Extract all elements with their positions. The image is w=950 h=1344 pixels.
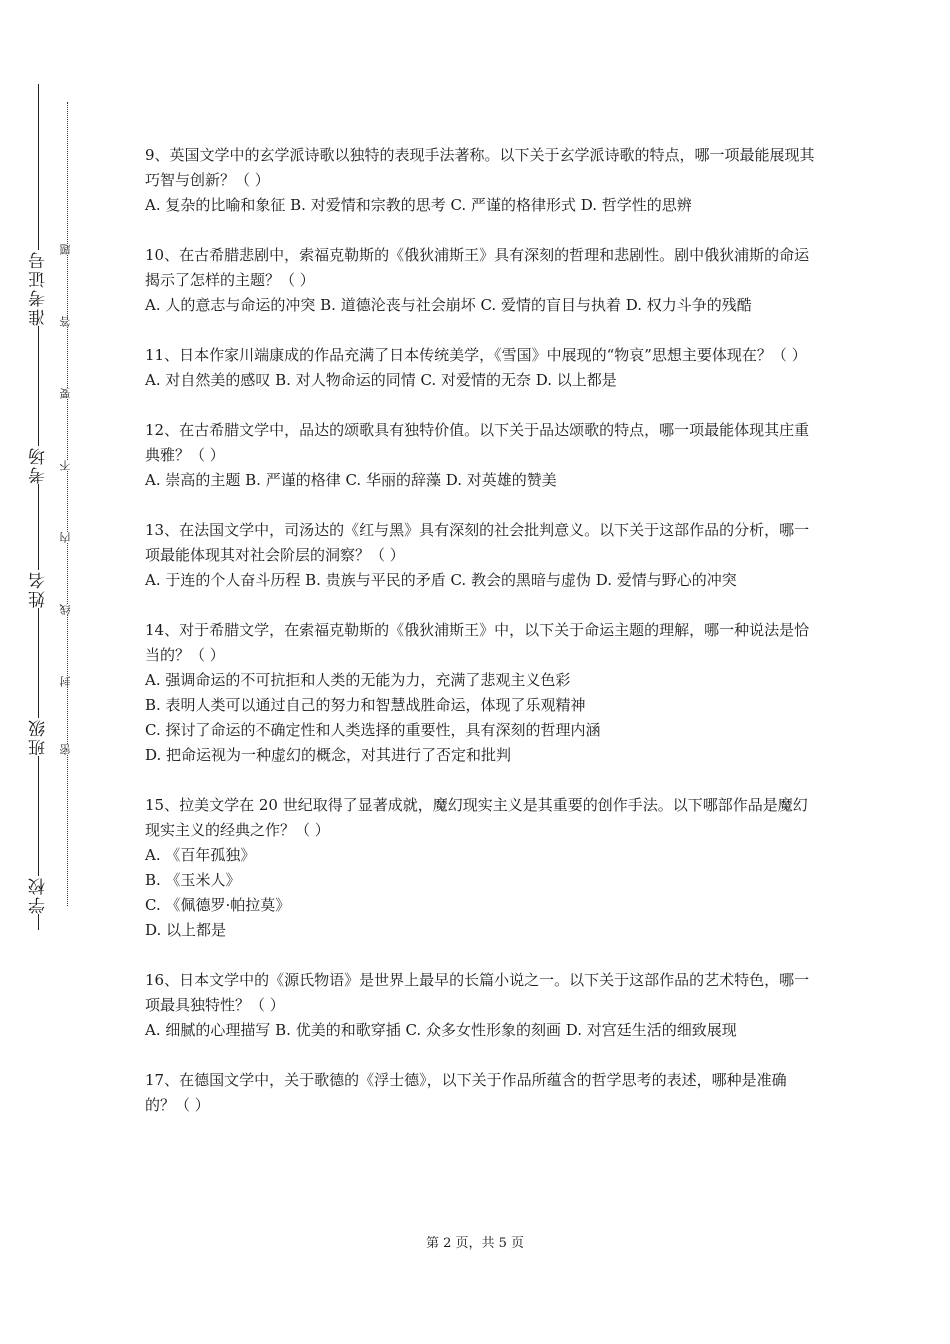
question-stem: 12、在古希腊文学中，品达的颂歌具有独特价值。以下关于品达颂歌的特点，哪一项最能体现其庄重典雅？（ ） (145, 421, 810, 464)
question-14 (145, 618, 815, 768)
question-list (145, 143, 815, 1143)
binding-margin-line (38, 84, 39, 930)
question-16 (145, 968, 815, 1043)
question-stem: 14、对于希腊文学，在索福克勒斯的《俄狄浦斯王》中，以下关于命运主题的理解，哪一种说法是恰当的？（ ） (145, 621, 810, 664)
question-options: A. 细腻的心理描写 B. 优美的和歌穿插 C. 众多女性形象的刻画 D. 对宫廷生活的细致展现 (145, 1021, 737, 1039)
seal-char: 封 (58, 676, 76, 687)
class-label: 班级 (24, 718, 54, 756)
seal-char: 要 (58, 388, 76, 399)
question-stem: 16、日本文学中的《源氏物语》是世界上最早的长篇小说之一。以下关于这部作品的艺术特色，哪一项最具独特性？（ ） (145, 971, 810, 1014)
seal-char: 题 (58, 244, 76, 255)
option-c: C. 探讨了命运的不确定性和人类选择的重要性，具有深刻的哲理内涵 (145, 721, 601, 739)
question-10 (145, 243, 815, 318)
name-label: 姓名 (24, 570, 54, 608)
question-options: A. 人的意志与命运的冲突 B. 道德沦丧与社会崩坏 C. 爱情的盲目与执着 D. 权力斗争的残酷 (145, 296, 752, 314)
seal-char: 答 (58, 316, 76, 327)
option-a: A. 强调命运的不可抗拒和人类的无能为力，充满了悲观主义色彩 (145, 671, 571, 689)
question-11 (145, 343, 815, 393)
question-stem: 10、在古希腊悲剧中，索福克勒斯的《俄狄浦斯王》具有深刻的哲理和悲剧性。剧中俄狄浦斯的命运揭示了怎样的主题？（ ） (145, 246, 810, 289)
question-9 (145, 143, 815, 218)
question-15 (145, 793, 815, 943)
seal-char: 不 (58, 460, 76, 471)
school-label: 学校 (24, 876, 54, 914)
seal-dotted-line (67, 102, 68, 906)
option-d: D. 以上都是 (145, 921, 227, 939)
option-a: A. 《百年孤独》 (145, 846, 256, 864)
option-c: C. 《佩德罗·帕拉莫》 (145, 896, 291, 914)
question-options: A. 对自然美的感叹 B. 对人物命运的同情 C. 对爱情的无奈 D. 以上都是 (145, 371, 617, 389)
question-stem: 9、英国文学中的玄学派诗歌以独特的表现手法著称。以下关于玄学派诗歌的特点，哪一项最能展现其巧智与创新？（ ） (145, 146, 815, 189)
exam-room-label: 考场 (24, 446, 54, 484)
question-stem: 15、拉美文学在 20 世纪取得了显著成就，魔幻现实主义是其重要的创作手法。以下哪部作品是魔幻现实主义的经典之作？（ ） (145, 796, 808, 839)
option-b: B. 《玉米人》 (145, 871, 241, 889)
page-number: 第 2 页，共 5 页 (425, 1236, 525, 1251)
question-options: A. 复杂的比喻和象征 B. 对爱情和宗教的思考 C. 严谨的格律形式 D. 哲学性的思辨 (145, 196, 692, 214)
seal-char: 线 (58, 604, 76, 615)
exam-id-label: 准考证号 (24, 250, 54, 326)
option-d: D. 把命运视为一种虚幻的概念，对其进行了否定和批判 (145, 746, 512, 764)
question-options: A. 于连的个人奋斗历程 B. 贵族与平民的矛盾 C. 教会的黑暗与虚伪 D. 爱情与野心的冲突 (145, 571, 737, 589)
question-12 (145, 418, 815, 493)
question-17 (145, 1068, 815, 1118)
question-stem: 13、在法国文学中，司汤达的《红与黑》具有深刻的社会批判意义。以下关于这部作品的分析，哪一项最能体现其对社会阶层的洞察？（ ） (145, 521, 810, 564)
question-options: A. 崇高的主题 B. 严谨的格律 C. 华丽的辞藻 D. 对英雄的赞美 (145, 471, 557, 489)
seal-char: 内 (58, 532, 76, 543)
question-stem: 17、在德国文学中，关于歌德的《浮士德》，以下关于作品所蕴含的哲学思考的表述，哪种是准确的？（ ） (145, 1071, 787, 1114)
question-stem: 11、日本作家川端康成的作品充满了日本传统美学，《雪国》中展现的“物哀”思想主要体现在？（ ） (145, 346, 807, 364)
option-b: B. 表明人类可以通过自己的努力和智慧战胜命运，体现了乐观精神 (145, 696, 586, 714)
question-13 (145, 518, 815, 593)
seal-char: 密 (58, 744, 76, 755)
